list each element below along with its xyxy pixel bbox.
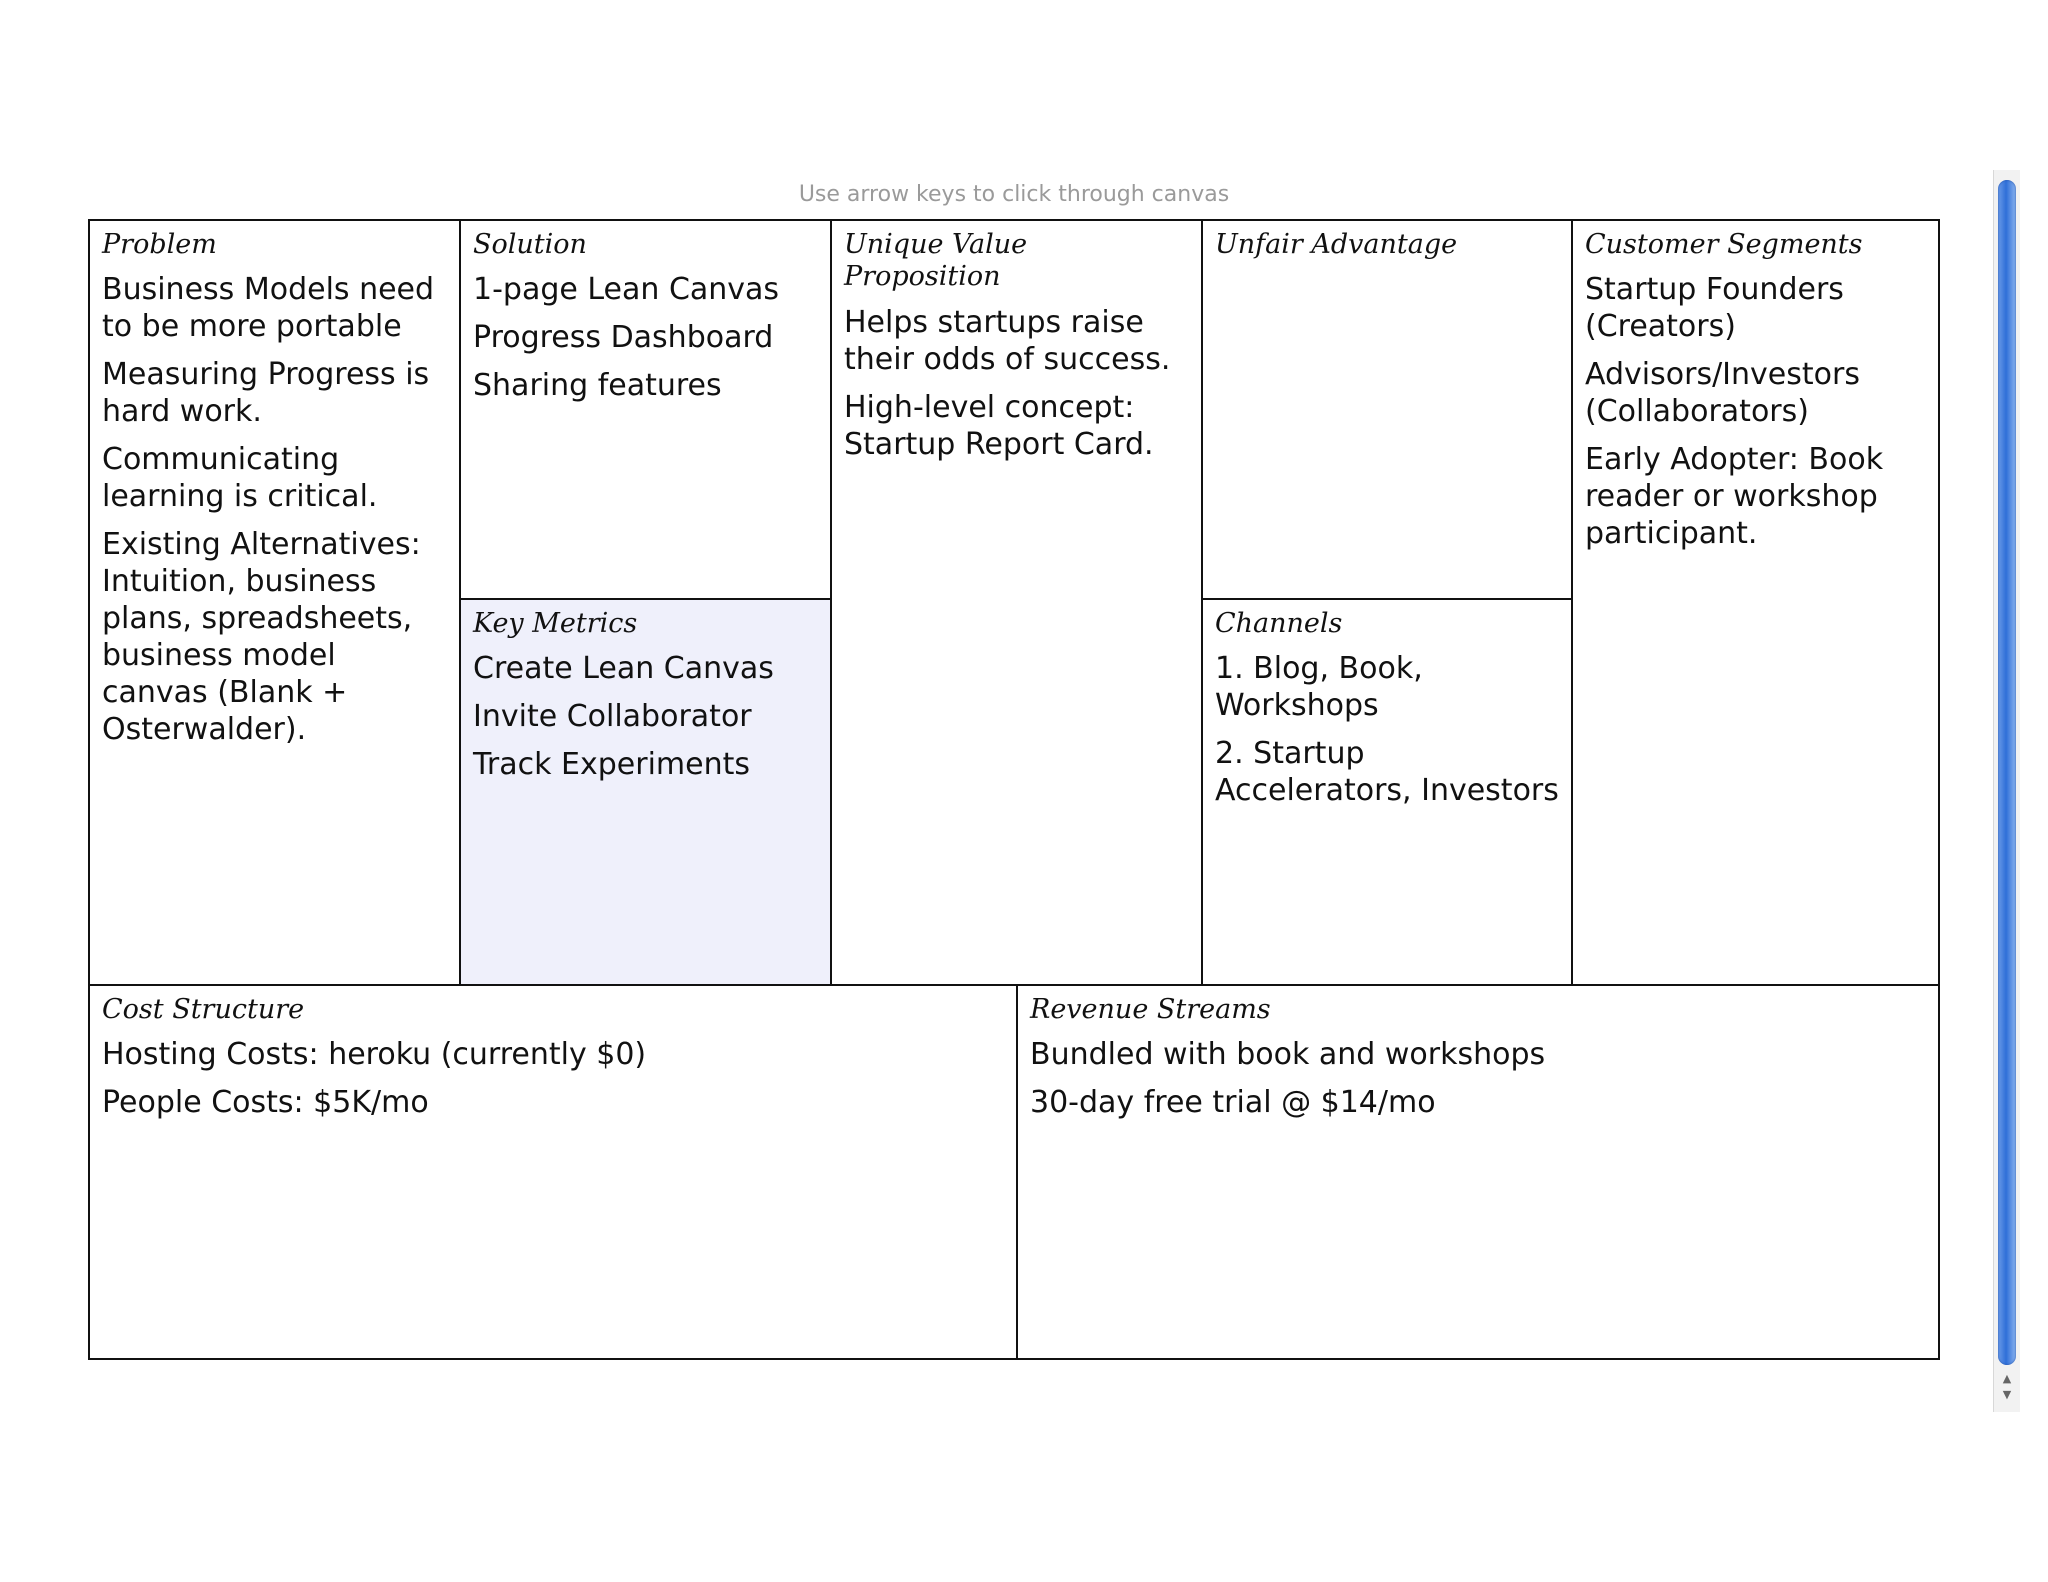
list-item: Create Lean Canvas	[473, 651, 774, 687]
box-solution[interactable]	[461, 221, 832, 600]
vertical-scrollbar[interactable]	[1993, 170, 2020, 1412]
box-title: Problem	[102, 229, 217, 260]
box-customer-segments[interactable]	[1573, 221, 1938, 984]
list-item: 1. Blog, Book, Workshops	[1215, 651, 1423, 724]
box-key-metrics[interactable]	[461, 600, 832, 984]
scroll-down-arrow-icon[interactable]: ▼	[2002, 1388, 2012, 1401]
scrollbar-thumb[interactable]	[1998, 180, 2016, 1365]
item-list	[1030, 1036, 1926, 1121]
box-title: Key Metrics	[473, 608, 638, 639]
list-item: 1-page Lean Canvas	[473, 272, 780, 308]
box-title: Customer Segments	[1585, 229, 1863, 260]
box-title: Unfair Advantage	[1215, 229, 1458, 260]
list-item: Bundled with book and workshops	[1030, 1037, 1546, 1073]
box-unique-value-proposition[interactable]	[832, 221, 1203, 984]
list-item: 30-day free trial @ $14/mo	[1030, 1085, 1436, 1121]
list-item: Hosting Costs: heroku (currently $0)	[102, 1037, 647, 1073]
list-item: Sharing features	[473, 368, 722, 404]
list-item: Measuring Progress is hard work.	[102, 357, 430, 430]
item-list	[102, 271, 447, 748]
item-list	[844, 304, 1189, 463]
list-item: Startup Founders (Creators)	[1585, 272, 1844, 345]
list-item: Existing Alternatives: Intuition, business plans, spreadsheets, business model canvas (Blank + Osterwalder).	[102, 527, 421, 748]
box-title: Revenue Streams	[1030, 994, 1271, 1025]
box-problem[interactable]	[90, 221, 461, 984]
box-title: Channels	[1215, 608, 1343, 639]
list-item: Track Experiments	[473, 747, 751, 783]
list-item: Invite Collaborator	[473, 699, 752, 735]
item-list	[1585, 271, 1926, 552]
list-item: People Costs: $5K/mo	[102, 1085, 429, 1121]
list-item: Progress Dashboard	[473, 320, 774, 356]
item-list	[1215, 650, 1559, 809]
box-title: Cost Structure	[102, 994, 305, 1025]
item-list	[473, 650, 818, 783]
lean-canvas	[88, 219, 1940, 1360]
list-item: Advisors/Investors (Collaborators)	[1585, 357, 1860, 430]
box-unfair-advantage[interactable]	[1203, 221, 1573, 600]
list-item: Business Models need to be more portable	[102, 272, 435, 345]
list-item: High-level concept: Startup Report Card.	[844, 389, 1154, 462]
box-title: Solution	[473, 229, 587, 260]
box-revenue-streams[interactable]	[1018, 984, 1938, 1358]
list-item: Early Adopter: Book reader or workshop participant.	[1585, 442, 1884, 552]
list-item: Helps startups raise their odds of success.	[844, 304, 1171, 377]
canvas-hint: Use arrow keys to click through canvas	[798, 182, 1230, 207]
list-item: Communicating learning is critical.	[102, 442, 378, 515]
item-list	[102, 1036, 1004, 1121]
list-item: 2. Startup Accelerators, Investors	[1215, 736, 1559, 809]
box-channels[interactable]	[1203, 600, 1573, 984]
box-title: Unique Value Proposition	[844, 229, 1028, 293]
box-cost-structure[interactable]	[90, 984, 1018, 1358]
scroll-up-arrow-icon[interactable]: ▲	[2002, 1372, 2012, 1385]
item-list	[473, 271, 818, 404]
